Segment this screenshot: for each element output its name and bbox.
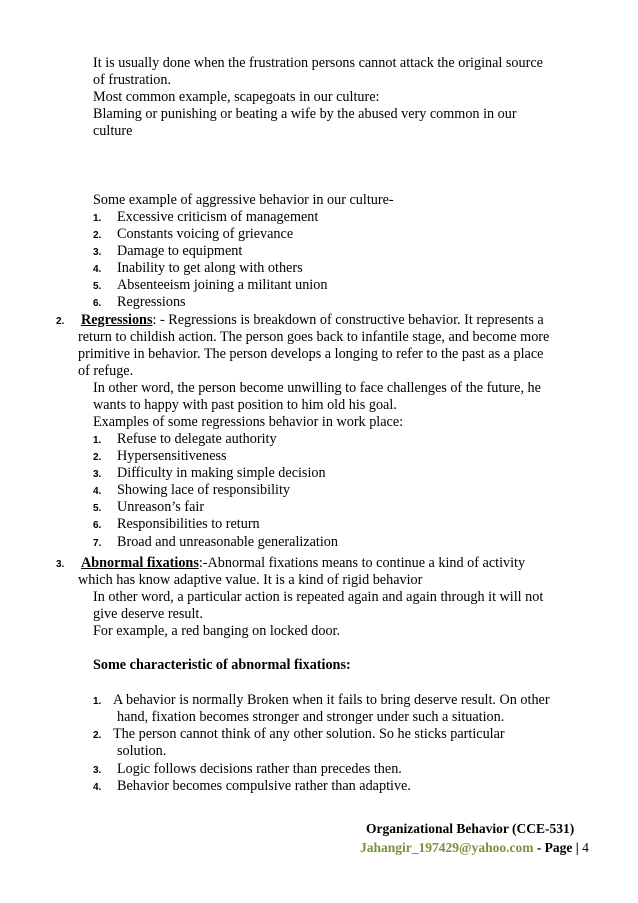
list-item: Difficulty in making simple decision [117,465,326,481]
list-number: 1. [93,696,102,707]
list-item: The person cannot think of any other solution. So he sticks particular [113,726,505,742]
list-number: 3. [93,469,102,480]
list-item: Showing lace of responsibility [117,482,290,498]
intro-line: Blaming or punishing or beating a wife by the abused very common in our [93,106,517,122]
paragraph-line: give deserve result. [93,606,203,622]
section-first-line [81,312,544,329]
section-text: : - Regressions is breakdown of constructive behavior. It represents a [152,312,544,328]
paragraph-line: return to childish action. The person goes back to infantile stage, and become more [78,329,550,345]
list-number: 6. [93,520,102,531]
list-number: 4. [93,264,102,275]
intro-line: of frustration. [93,72,172,88]
list-item: Inability to get along with others [117,260,303,276]
footer-email: Jahangir_197429@yahoo.com [360,840,534,855]
list-number: 5. [93,281,102,292]
section-number: 2. [56,316,65,327]
list-number: 3. [93,247,102,258]
list-item: Responsibilities to return [117,516,260,532]
section-title: Regressions [81,312,153,328]
footer-page-label: - Page | [533,840,583,855]
intro-line: culture [93,123,133,139]
list-item: A behavior is normally Broken when it fails to bring deserve result. On other [113,692,550,708]
section-text: :-Abnormal fixations means to continue a kind of activity [198,555,526,571]
list-number: 5. [93,503,102,514]
paragraph-line: of refuge. [78,363,134,379]
page-number: 4 [582,840,589,855]
list-item: Refuse to delegate authority [117,431,277,447]
footer-title: Organizational Behavior (CCE-531) [366,821,575,836]
list-number: 2. [93,730,102,741]
list-item: Absenteeism joining a militant union [117,277,328,293]
list-number: 3. [93,765,102,776]
list-item: Broad and unreasonable generalization [117,534,338,550]
paragraph-line: wants to happy with past position to him old his goal. [93,397,397,413]
paragraph-line: In other word, the person become unwilling to face challenges of the future, he [93,380,541,396]
list-number: 4. [93,782,102,793]
aggressive-heading: Some example of aggressive behavior in our culture- [93,192,394,208]
list-item-continuation: hand, fixation becomes stronger and stronger under such a situation. [117,709,505,725]
list-item: Damage to equipment [117,243,243,259]
section-first-line [81,555,525,572]
list-number: 6. [93,298,102,309]
paragraph-line: which has know adaptive value. It is a kind of rigid behavior [78,572,423,588]
section-number: 3. [56,559,65,570]
paragraph-line: In other word, a particular action is repeated again and again through it will not [93,589,544,605]
intro-line: Most common example, scapegoats in our culture: [93,89,380,105]
list-item: Regressions [117,294,186,310]
list-item: Unreason’s fair [117,499,205,515]
list-item: Behavior becomes compulsive rather than adaptive. [117,778,411,794]
paragraph-line: For example, a red banging on locked door. [93,623,341,639]
paragraph-line: primitive in behavior. The person develops a longing to refer to the past as a place [78,346,544,362]
intro-line: It is usually done when the frustration persons cannot attack the original source [93,55,543,71]
list-item: Constants voicing of grievance [117,226,294,242]
list-item-continuation: solution. [117,743,167,759]
footer-line [360,840,589,856]
list-number: 7. [93,538,102,549]
paragraph-line: Examples of some regressions behavior in work place: [93,414,404,430]
list-number: 4. [93,486,102,497]
list-item: Excessive criticism of management [117,209,319,225]
list-item: Hypersensitiveness [117,448,227,464]
list-item: Logic follows decisions rather than precedes then. [117,761,402,777]
list-number: 2. [93,452,102,463]
section-title: Abnormal fixations [81,555,199,571]
list-number: 2. [93,230,102,241]
characteristics-heading: Some characteristic of abnormal fixations: [93,657,351,673]
list-number: 1. [93,213,102,224]
list-number: 1. [93,435,102,446]
